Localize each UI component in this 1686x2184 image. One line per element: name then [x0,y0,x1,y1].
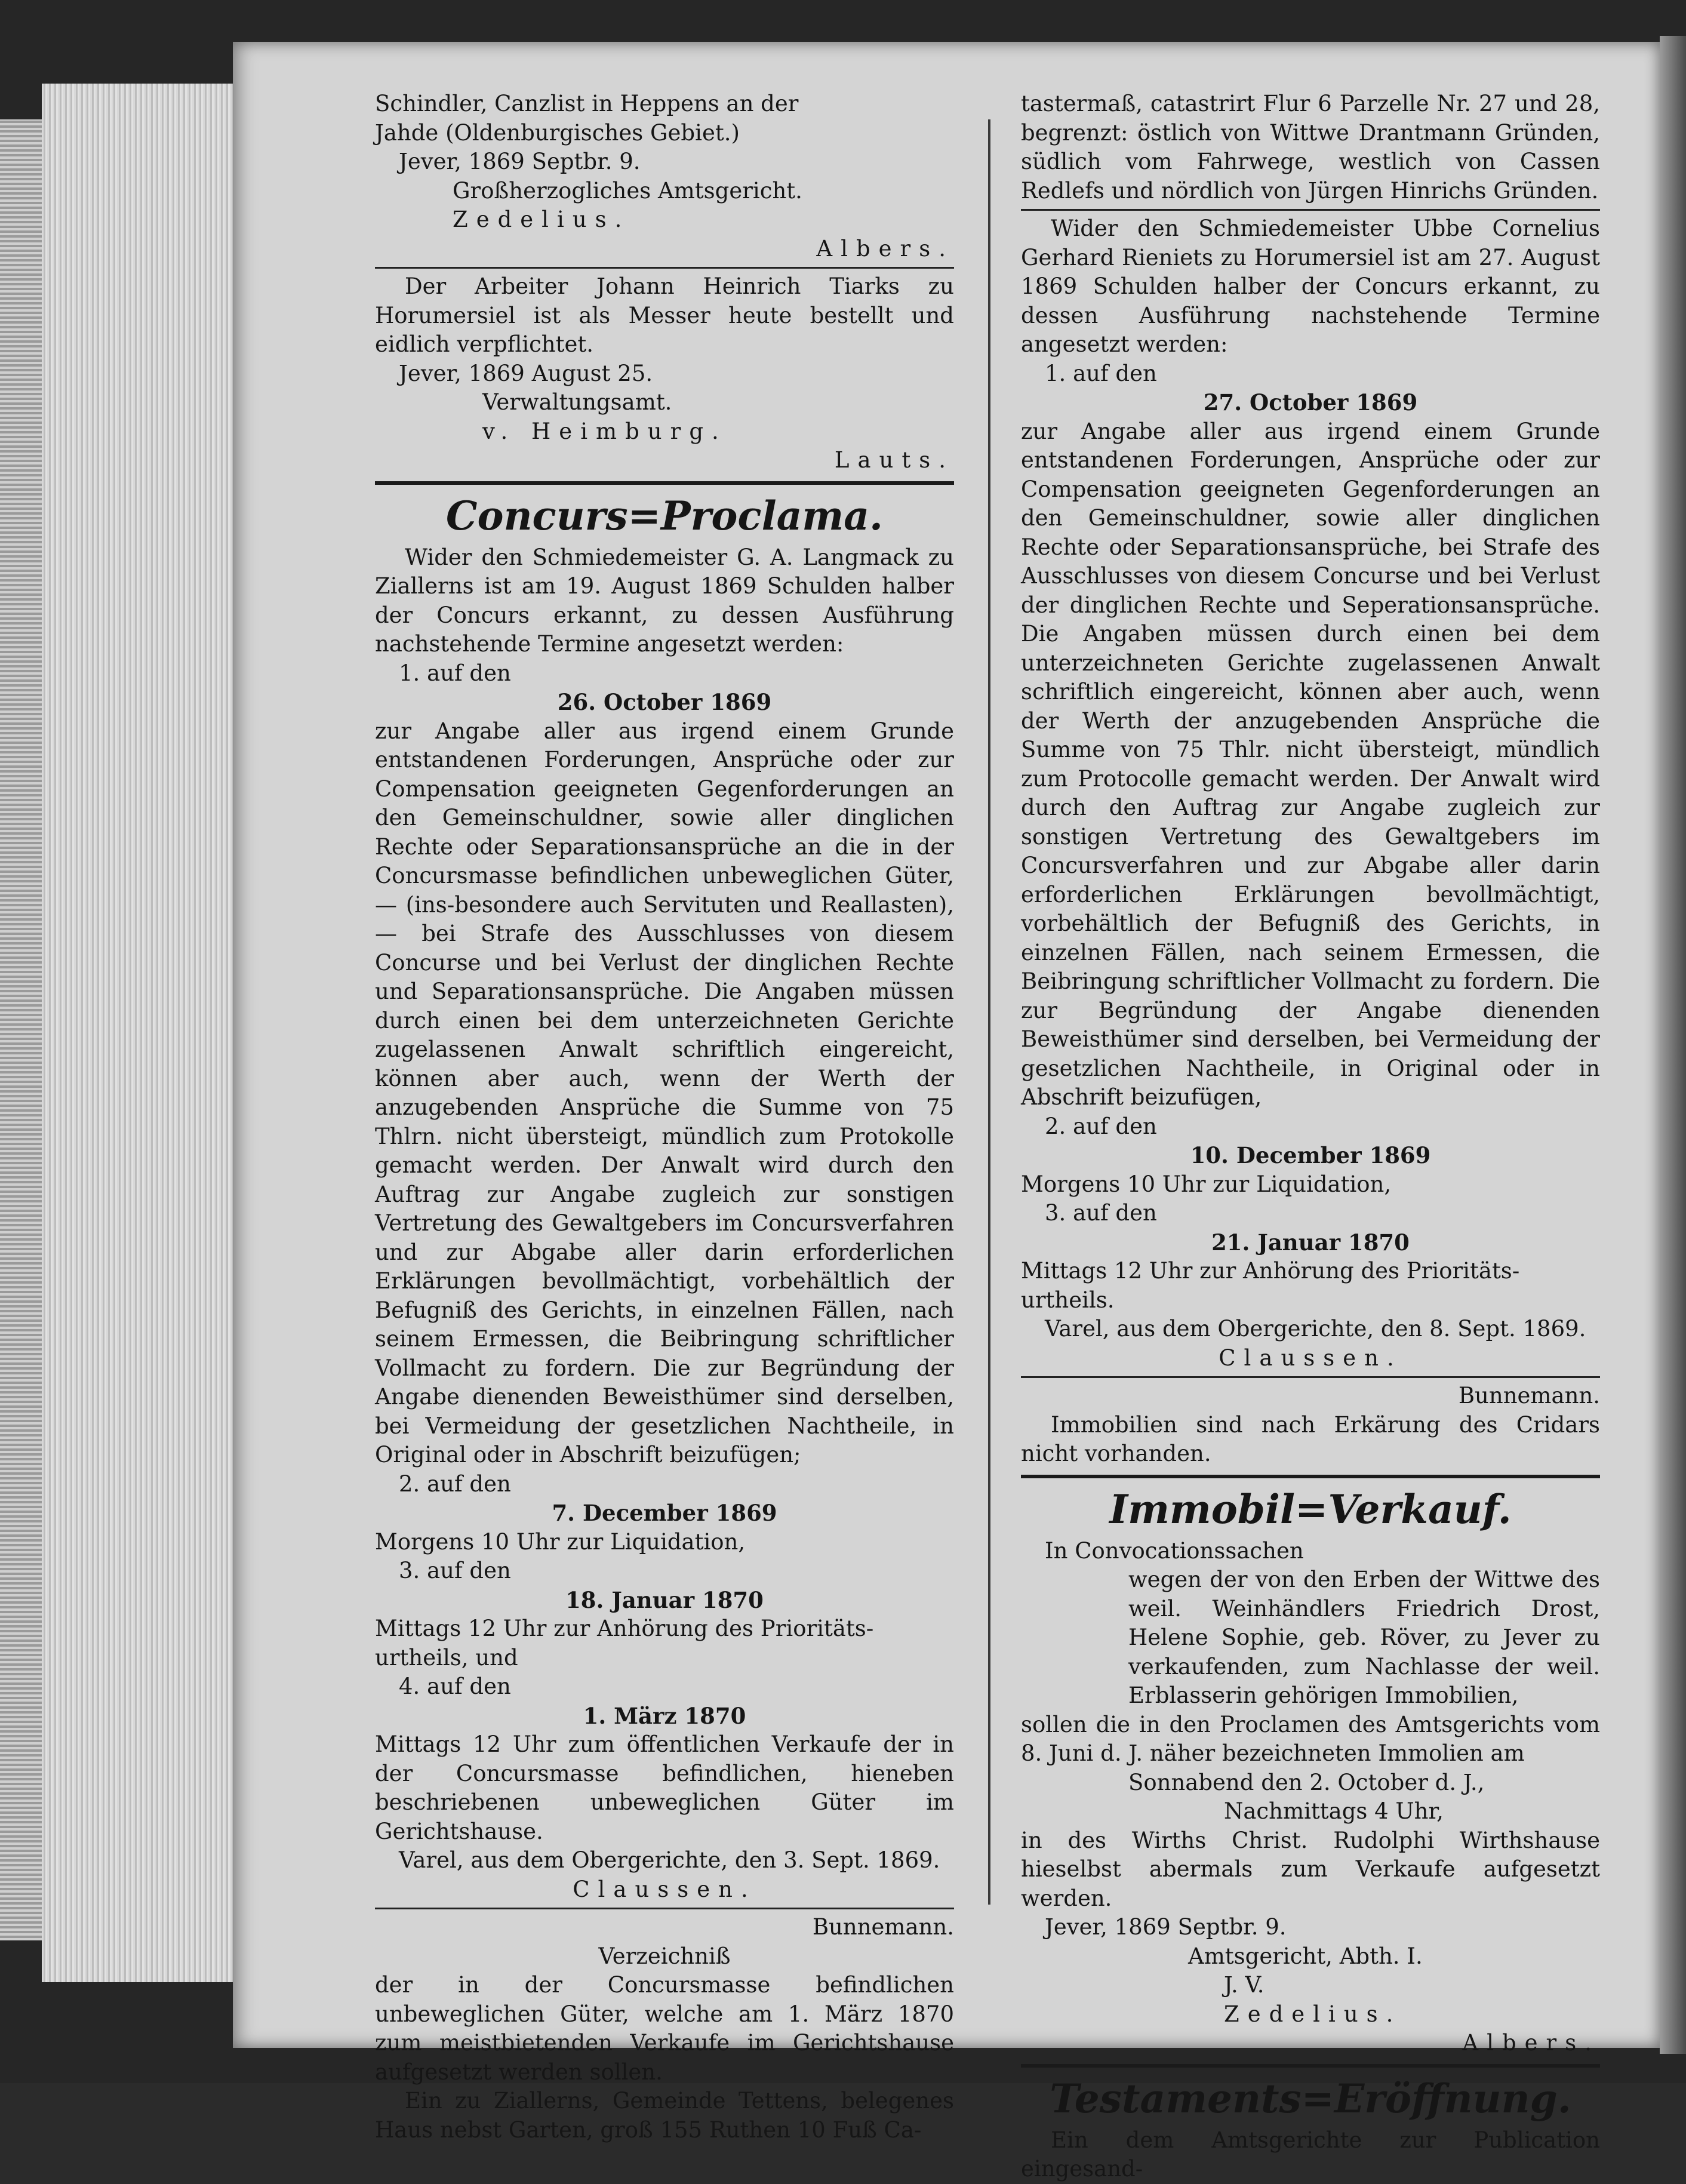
list-title: Verzeichniß [598,1943,731,1969]
notice-text: zur Angabe aller aus irgend einem Grunde entstandenen Forderungen, Ansprüche oder zur Compensation geeigneten Gegenforderungen an den Gemeinschuldner, sowie aller dinglichen Rechte oder Separationsansprüche, bei Strafe des Ausschlusses von diesem Concurse und bei Verlust der dinglichen Rechte und Seperationsansprüche. Die Angaben müssen durch einen bei dem unterzeichneten Gerichte zugelassenen Anwalt schriftlich eingereicht, können aber auch, wenn der Werth der anzugebenden Ansprüche die Summe von 75 Thlr. nicht übersteigt, mündlich zum Protocolle gemacht werden. Der Anwalt wird durch den Auftrag zur Angabe zugleich zur sonstigen Vertretung des Gewaltgebers im Concursverfahren und zur Abgabe aller darin erforderlichen Erklärungen bevollmächtigt, vorbehältlich der Befugniß des Gerichts, in einzelnen Fällen, nach seinem Ermessen, die Beibringung schriftlicher Vollmacht zu fordern. Die zur Begründung der Angabe dienenden Beweisthümer sind derselben, bei Vermeidung der gesetzlichen Nachtheile, in Original oder in Abschrift beizufügen, [1021,418,1600,1110]
signature: Albers. [1462,2030,1600,2056]
term-text: urtheils, und [375,1644,518,1671]
term-date: 1. März 1870 [583,1702,746,1729]
signature: Bunnemann. [812,1914,954,1940]
term-date: 21. Januar 1870 [1211,1229,1410,1256]
separator-rule [1021,1376,1600,1378]
column-divider [988,119,990,1905]
signature: Zedelius. [1224,2001,1402,2027]
section-heading: Testaments=Eröffnung. [1050,2075,1571,2122]
notice-text: in des Wirths Christ. Rudolphi Wirthshause hieselbst abermals zum Verkaufe aufgesetzt werden. [1021,1827,1600,1911]
notice-text: Ein zu Ziallerns, Gemeinde Tettens, belegenes Haus nebst Garten, groß 155 Ruthen 10 Fuß Ca- [375,2088,954,2143]
term-text: Morgens 10 Uhr zur Liquidation, [375,1528,746,1555]
separator-rule [375,267,954,269]
book-page-edges [42,84,241,1982]
notice-place: Varel, aus dem Obergerichte, den 3. Sept. 1869. [399,1847,940,1873]
notice-text: wegen der von den Erben der Wittwe des weil. Weinhändlers Friedrich Drost, Helene Sophie, geb. Röver, zu Jever zu verkaufenden, zum Nachlasse der weil. Erblasserin gehörigen Immobilien, [1128,1567,1600,1708]
term-date: 7. December 1869 [552,1500,777,1526]
notice-text: sollen die in den Proclamen des Amtsgerichts vom 8. Juni d. J. näher bezeichneten Immolien am [1021,1711,1600,1766]
term-label: 3. auf den [399,1558,511,1583]
term-label: 2. auf den [1045,1113,1157,1139]
signature: J. V. [1224,1972,1264,1998]
section-heading: Immobil=Verkauf. [1109,1485,1512,1533]
signature: Claussen. [1219,1345,1402,1371]
term-date: 26. October 1869 [557,689,772,715]
signature: Albers. [816,235,954,262]
signature: Claussen. [573,1876,756,1902]
court-name: Amtsgericht, Abth. I. [1188,1943,1423,1969]
notice-text: Nachmittags 4 Uhr, [1224,1798,1444,1824]
term-label: 2. auf den [399,1471,511,1497]
separator-rule [375,1908,954,1909]
notice-date: Jever, 1869 August 25. [399,360,653,386]
left-column [375,90,954,2145]
signature: Bunnemann. [1458,1383,1600,1408]
office-name: Verwaltungsamt. [482,389,672,415]
signature: Lauts. [834,447,954,473]
notice-text: Immobilien sind nach Erkärung des Cridars nicht vorhanden. [1021,1411,1600,1466]
term-date: 27. October 1869 [1203,389,1418,416]
notice-date: Jever, 1869 Septbr. 9. [1045,1914,1287,1940]
term-text: Morgens 10 Uhr zur Liquidation, [1021,1171,1392,1197]
term-date: 18. Januar 1870 [565,1586,764,1613]
notice-text: tastermaß, catastrirt Flur 6 Parzelle Nr. 27 und 28, begrenzt: östlich von Wittwe Drantmann Gründen, südlich vom Fahrwege, westlich von Cassen Redlefs und nördlich von Jürgen Hinrichs Gründen. [1021,91,1600,204]
notice-text: der in der Concursmasse befindlichen unbeweglichen Güter, welche am 1. März 1870 zum meistbietenden Verkaufe im Gerichtshause aufgesetzt werden sollen. [375,1972,954,2085]
separator-rule [1021,209,1600,211]
signature: Zedelius. [453,207,630,232]
separator-rule [1021,1475,1600,1478]
term-label: 4. auf den [399,1674,511,1699]
right-column [1021,90,1600,2184]
notice-date: Jever, 1869 Septbr. 9. [399,149,641,174]
notice-text: In Convocationssachen [1045,1537,1304,1564]
term-date: 10. December 1869 [1190,1142,1431,1168]
term-text: Mittags 12 Uhr zur Anhörung des Prioritäts- [1021,1258,1520,1284]
notice-place: Varel, aus dem Obergerichte, den 8. Sept. 1869. [1045,1316,1586,1342]
notice-text: Der Arbeiter Johann Heinrich Tiarks zu Horumersiel ist als Messer heute bestellt und eidlich verpflichtet. [375,273,954,357]
notice-text: Sonnabend den 2. October d. J., [1128,1769,1485,1795]
signature: v. Heimburg. [482,418,727,444]
notice-text: Mittags 12 Uhr zum öffentlichen Verkaufe der in der Concursmasse befindlichen, hieneben beschriebenen unbeweglichen Güter im Gerichtshause. [375,1731,954,1844]
separator-rule [1021,2064,1600,2068]
notice-text: Ein dem Amtsgerichte zur Publication eingesand- [1021,2127,1600,2182]
term-label: 1. auf den [1045,360,1157,386]
notice-text: Schindler, Canzlist in Heppens an der Jahde (Oldenburgisches Gebiet.) [375,91,799,146]
notice-text: zur Angabe aller aus irgend einem Grunde entstandenen Forderungen, Ansprüche oder zur Compensation geeigneten Gegenforderungen an den Gemeinschuldner, sowie aller dinglichen Rechte oder Separationsansprüche an die in der Concursmasse befindlichen unbeweglichen Güter, — (ins-besondere auch Servituten und Reallasten), — bei Strafe des Ausschlusses von diesem Concurse und bei Verlust der dinglichen Rechte und Separationsansprüche. Die Angaben müssen durch einen bei dem unterzeichneten Gerichte zugelassenen Anwalt schriftlich eingereicht, können aber auch, wenn der Werth der anzugebenden Ansprüche die Summe von 75 Thlrn. nicht übersteigt, mündlich zum Protokolle gemacht werden. Der Anwalt wird durch den Auftrag zur Angabe zugleich zur sonstigen Vertretung des Gewaltgebers im Concursverfahren und zur Abgabe aller darin erforderlichen Erklärungen bevollmächtigt, vorbehältlich der Befugniß des Gerichts, in einzelnen Fällen, nach seinem Ermessen, die Beibringung schriftlicher Vollmacht zu fordern. Die zur Begründung der Angabe dienenden Beweisthümer sind derselben, bei Vermeidung der gesetzlichen Nachtheile, in Original oder in Abschrift beizufügen; [375,718,954,1468]
court-name: Großherzogliches Amtsgericht. [453,177,802,204]
notice-text: Wider den Schmiedemeister G. A. Langmack zu Ziallerns ist am 19. August 1869 Schulden halber der Concurs erkannt, zu dessen Ausführung nachstehende Termine angesetzt werden: [375,544,954,657]
separator-rule [375,481,954,485]
book-right-edge [1660,36,1686,2054]
term-text: Mittags 12 Uhr zur Anhörung des Prioritäts- [375,1616,874,1641]
term-text: urtheils. [1021,1287,1115,1313]
section-heading: Concurs=Proclama. [446,492,883,539]
term-label: 3. auf den [1045,1200,1157,1226]
term-label: 1. auf den [399,660,511,686]
notice-text: Wider den Schmiedemeister Ubbe Cornelius Gerhard Rieniets zu Horumersiel ist am 27. August 1869 Schulden halber der Concurs erkannt, zu dessen Ausführung nachstehende Termine angesetzt werden: [1021,216,1600,357]
